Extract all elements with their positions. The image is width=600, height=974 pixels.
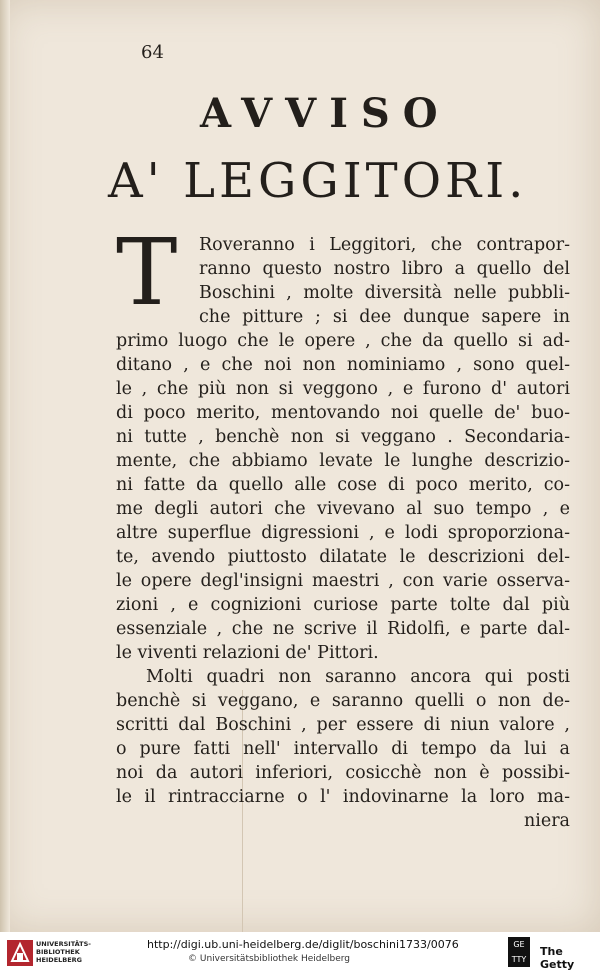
text-line: di poco merito, mentovando noi quelle de' buo-: [116, 403, 570, 423]
text-line: ni tutte , benchè non si veggano . Secondaria-: [116, 427, 570, 447]
text-line: ranno questo nostro libro a quello del: [199, 259, 570, 279]
heidelberg-library-icon: [6, 939, 34, 967]
page-number: 64: [141, 42, 164, 63]
text-line: primo luogo che le opere , che da quello si ad-: [116, 331, 570, 351]
drop-cap: T: [116, 219, 178, 326]
text-line: scritti dal Boschini , per essere di niun valore ,: [116, 715, 570, 735]
university-library-logo[interactable]: [6, 937, 136, 969]
text-line: le il rintracciarne o l' indovinarne la loro ma-: [116, 787, 570, 807]
heading-avviso: AVVISO: [200, 90, 451, 137]
text-line: essenziale , che ne scrive il Ridolfi, e parte dal-: [116, 619, 570, 639]
institution-name: UNIVERSITÄTS- BIBLIOTHEK HEIDELBERG: [36, 940, 91, 964]
text-line: zioni , e cognizioni curiose parte tolte dal più: [116, 595, 570, 615]
copyright-notice: © Universitätsbibliothek Heidelberg: [188, 954, 351, 964]
text-line: Boschini , molte diversità nelle pubbli-: [199, 283, 570, 303]
getty-logo-icon[interactable]: GE TTY: [508, 937, 530, 967]
text-line: ni fatte da quello alle cose di poco merito, co-: [116, 475, 570, 495]
catchword: niera: [523, 811, 570, 831]
viewer-footer: [0, 932, 600, 974]
text-line: benchè si veggano, e saranno quelli o non de-: [116, 691, 570, 711]
text-line: le opere degl'insigni maestri , con varie osserva-: [116, 571, 570, 591]
text-line: Roveranno i Leggitori, che contrapor-: [199, 235, 570, 255]
text-line: altre superflue digressioni , e lodi sproporziona-: [116, 523, 570, 543]
text-line: che pitture ; si dee dunque sapere in: [199, 307, 570, 327]
permalink[interactable]: http://digi.ub.uni-heidelberg.de/diglit/boschini1733/0076: [147, 938, 459, 951]
text-line: me degli autori che vivevano al suo tempo , e: [116, 499, 570, 519]
text-line: le , che più non si veggono , e furono d' autori: [116, 379, 570, 399]
text-line: o pure fatti nell' intervallo di tempo da lui a: [116, 739, 570, 759]
text-line: noi da autori inferiori, cosicchè non è possibi-: [116, 763, 570, 783]
text-line: le viventi relazioni de' Pittori.: [116, 643, 379, 663]
text-line: ditano , e che noi non nominiamo , sono quel-: [116, 355, 570, 375]
text-line: te, avendo piuttosto dilatate le descrizioni del-: [116, 547, 570, 567]
heading-leggitori: A' LEGGITORI.: [108, 153, 528, 209]
text-line: mente, che abbiamo levate le lunghe descrizio-: [116, 451, 570, 471]
getty-label[interactable]: The Getty: [540, 945, 575, 971]
text-line: Molti quadri non saranno ancora qui posti: [146, 667, 570, 687]
